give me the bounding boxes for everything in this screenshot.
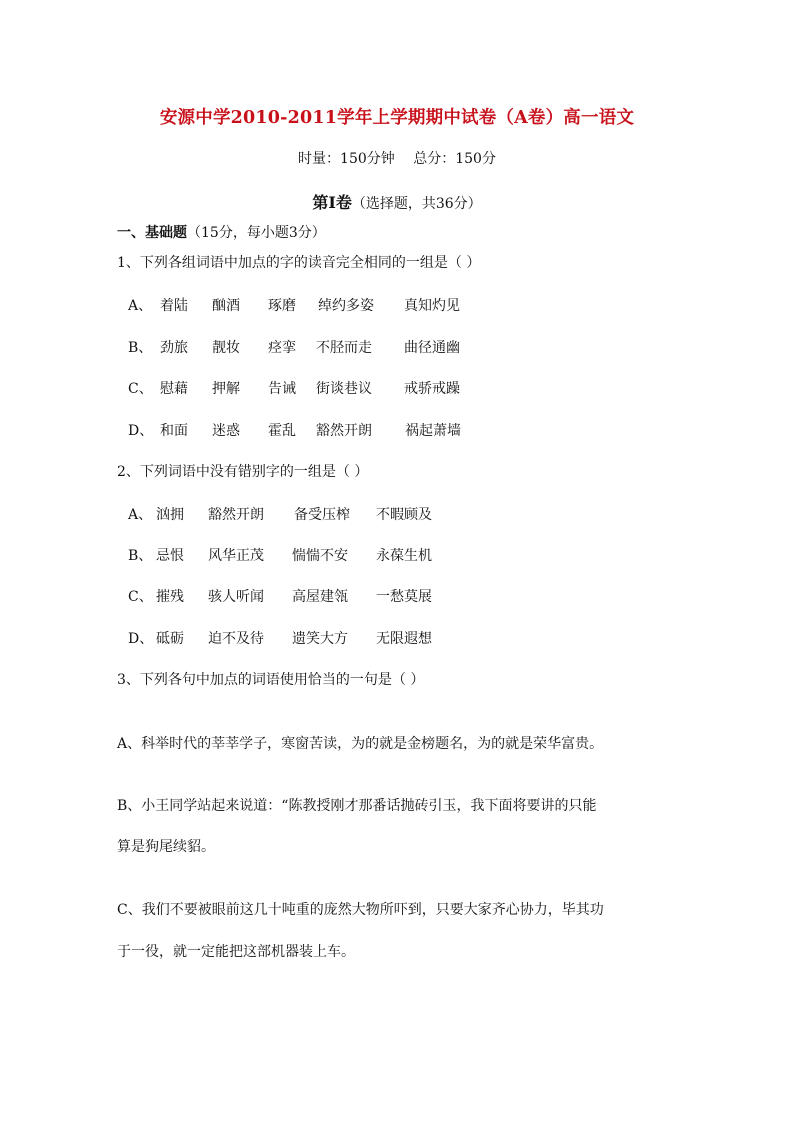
option-word: 祸起萧墙 xyxy=(405,423,461,439)
time-limit: 时量：150分钟 xyxy=(298,151,395,167)
option-word: 备受压榨 xyxy=(294,507,350,523)
option-word: 摧残 xyxy=(156,589,184,605)
option-word: 无限遐想 xyxy=(376,631,432,647)
option-letter: A、 xyxy=(128,298,153,314)
option-letter: B、 xyxy=(128,548,153,564)
section-name: 一、基础题 xyxy=(117,225,187,241)
section-note: （15分，每小题3分） xyxy=(187,225,326,241)
option-word: 不胫而走 xyxy=(316,340,372,356)
option-word: 绰约多姿 xyxy=(318,298,374,314)
option-word: 迷惑 xyxy=(212,423,240,439)
question-3-stem: 3、下列各句中加点的词语使用恰当的一句是（ ） xyxy=(117,672,425,688)
option-letter: D、 xyxy=(128,423,154,439)
option-word: 迫不及待 xyxy=(208,631,264,647)
option-word: 一愁莫展 xyxy=(376,589,432,605)
option-letter: D、 xyxy=(128,631,154,647)
option-letter: A、 xyxy=(128,507,153,523)
option-word: 霍乱 xyxy=(268,423,296,439)
volume-note: （选择题，共36分） xyxy=(351,196,482,212)
volume-name: 第Ⅰ卷 xyxy=(312,193,352,212)
option-word: 惴惴不安 xyxy=(292,548,348,564)
option-word: 痉挛 xyxy=(268,340,296,356)
option-word: 酗酒 xyxy=(212,298,240,314)
option-word: 永葆生机 xyxy=(376,548,432,564)
option-word: 遗笑大方 xyxy=(292,631,348,647)
option-word: 不暇顾及 xyxy=(376,507,432,523)
volume-heading xyxy=(0,190,794,213)
option-word: 曲径通幽 xyxy=(404,340,460,356)
option-word: 着陆 xyxy=(160,298,188,314)
question-3-option-a: A、科举时代的莘莘学子，寒窗苦读，为的就是金榜题名，为的就是荣华富贵。 xyxy=(117,736,604,752)
question-3-option-b-line-2: 算是狗尾续貂。 xyxy=(117,839,215,855)
page-title: 安源中学2010-2011学年上学期期中试卷（A卷）高一语文 xyxy=(159,108,635,128)
option-word: 真知灼见 xyxy=(404,298,460,314)
option-word: 劲旅 xyxy=(160,340,188,356)
option-letter: B、 xyxy=(128,340,153,356)
section-heading xyxy=(117,222,326,242)
option-word: 和面 xyxy=(160,423,188,439)
question-3-option-c-line-2: 于一役，就一定能把这部机器装上车。 xyxy=(117,944,355,960)
option-word: 汹拥 xyxy=(156,507,184,523)
total-score: 总分：150分 xyxy=(413,151,496,167)
option-word: 砥砺 xyxy=(156,631,184,647)
option-word: 忌恨 xyxy=(156,548,184,564)
option-letter: C、 xyxy=(128,381,153,397)
option-word: 风华正茂 xyxy=(208,548,264,564)
question-1-stem: 1、下列各组词语中加点的字的读音完全相同的一组是（ ） xyxy=(117,255,481,271)
option-word: 告诫 xyxy=(268,381,296,397)
option-word: 押解 xyxy=(212,381,240,397)
option-letter: C、 xyxy=(128,589,153,605)
option-word: 豁然开朗 xyxy=(316,423,372,439)
question-3-option-b-line-1: B、小王同学站起来说道：“陈教授刚才那番话抛砖引玉，我下面将要讲的只能 xyxy=(117,798,597,814)
option-word: 骇人听闻 xyxy=(208,589,264,605)
question-2-stem: 2、下列词语中没有错别字的一组是（ ） xyxy=(117,464,369,480)
option-word: 琢磨 xyxy=(268,298,296,314)
option-word: 慰藉 xyxy=(160,381,188,397)
option-word: 街谈巷议 xyxy=(316,381,372,397)
option-word: 靓妆 xyxy=(212,340,240,356)
option-word: 戒骄戒躁 xyxy=(404,381,460,397)
exam-info xyxy=(0,148,794,168)
option-word: 豁然开朗 xyxy=(208,507,264,523)
question-3-option-c-line-1: C、我们不要被眼前这几十吨重的庞然大物所吓到，只要大家齐心协力，毕其功 xyxy=(117,902,604,918)
option-word: 高屋建瓴 xyxy=(292,589,348,605)
